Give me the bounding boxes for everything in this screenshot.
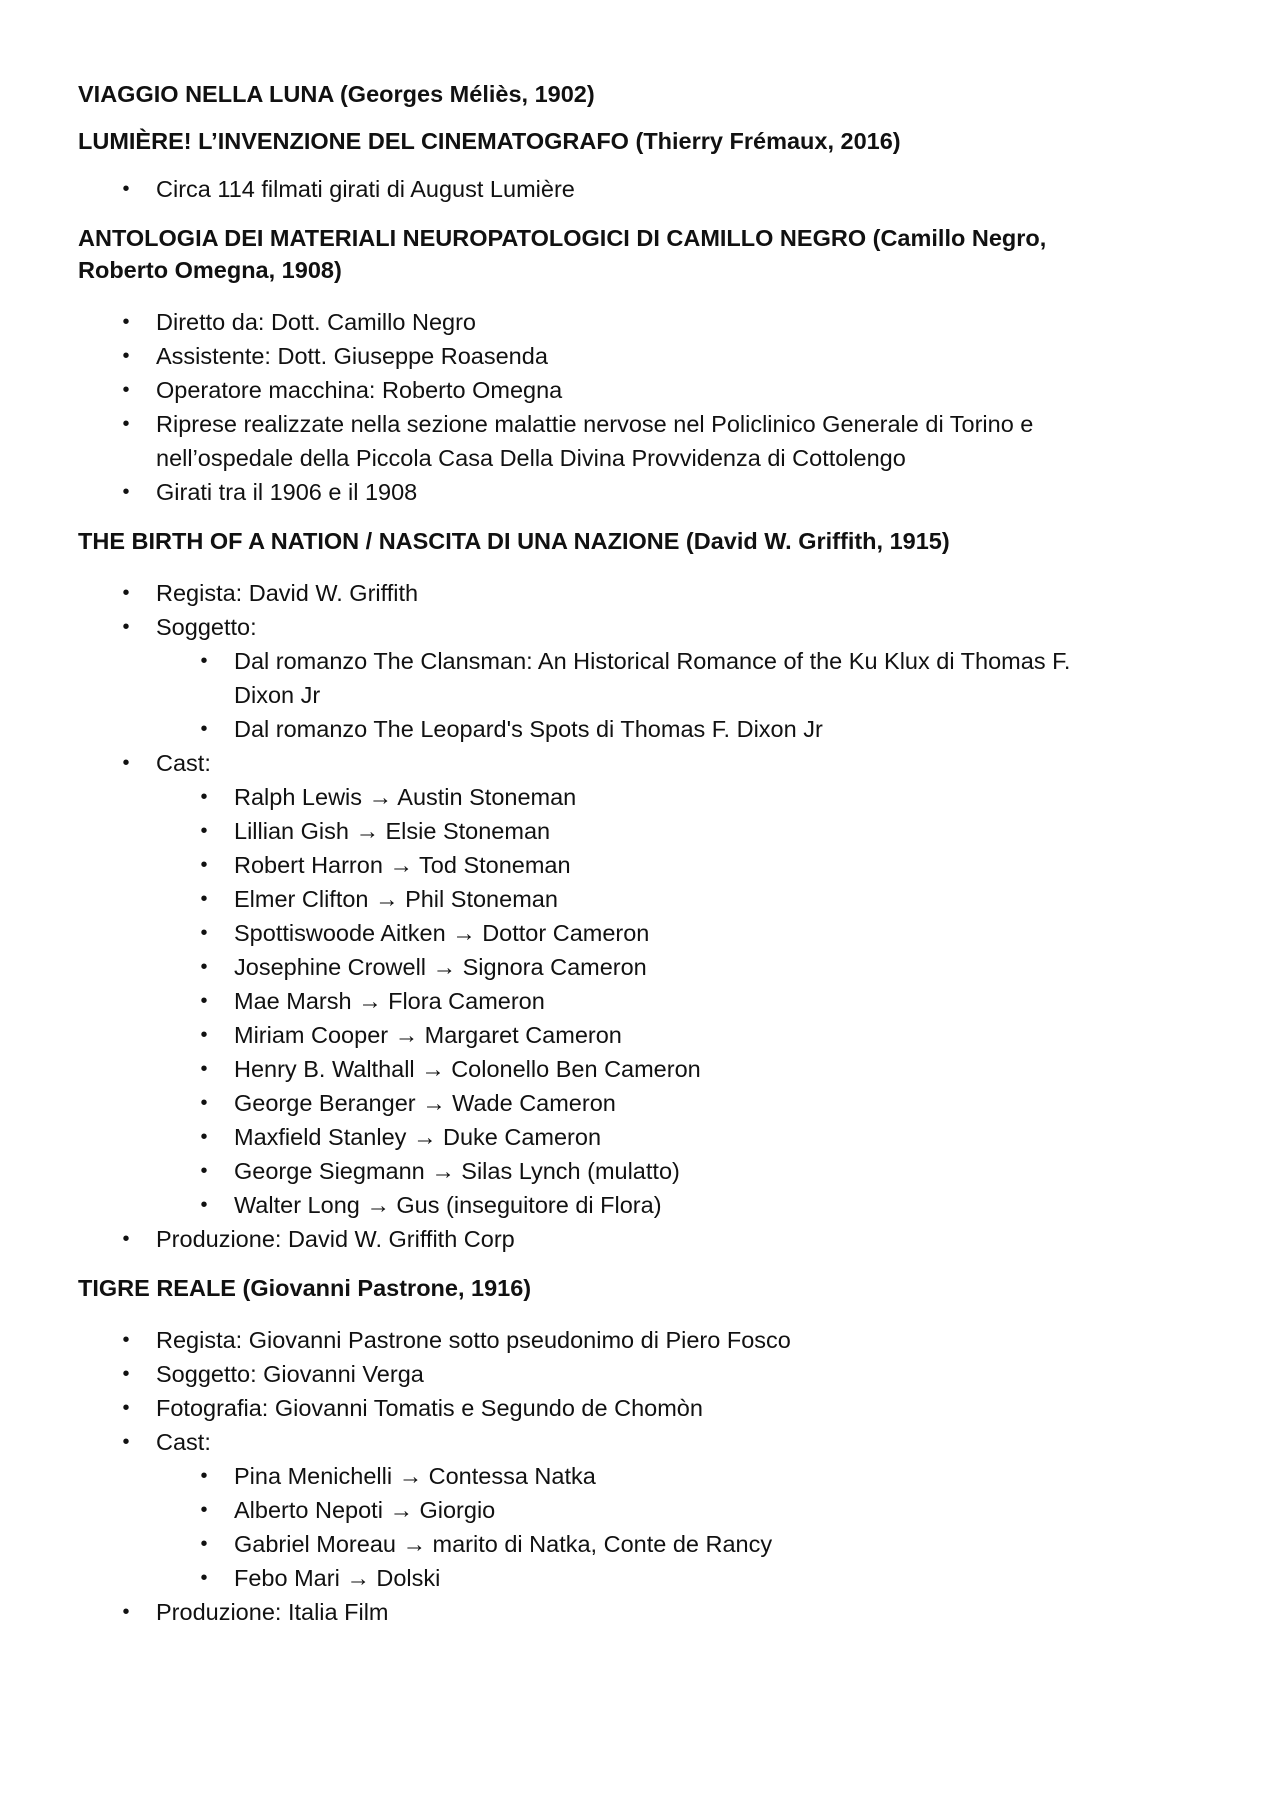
cast-item: • Mae Marsh → Flora Cameron xyxy=(156,984,1198,1018)
cast-item: • Lillian Gish → Elsie Stoneman xyxy=(156,814,1198,848)
bullet-icon: • xyxy=(200,854,208,876)
bullet-icon: • xyxy=(200,1465,208,1487)
bullet-icon: • xyxy=(200,1567,208,1589)
bullet-icon: • xyxy=(122,1397,130,1419)
bullet-icon: • xyxy=(200,820,208,842)
bullet-icon: • xyxy=(200,1092,208,1114)
bullet-icon: • xyxy=(200,1499,208,1521)
list-item: • Soggetto: • Dal romanzo The Clansman: An Historical Romance of the Ku Klux di Thomas F. Dixon Jr • Dal romanzo The Leopard's Spots di Thomas F. Dixon Jr xyxy=(78,610,1198,746)
list-item: • Riprese realizzate nella sezione malattie nervose nel Policlinico Generale di Torino e nell’ospedale della Piccola Casa Della Divina Provvidenza di Cottolengo xyxy=(78,407,1198,475)
cast-item: • Elmer Clifton → Phil Stoneman xyxy=(156,882,1198,916)
cast-item: • Maxfield Stanley → Duke Cameron xyxy=(156,1120,1198,1154)
nested-bullet-list xyxy=(156,780,1198,1222)
bullet-icon: • xyxy=(200,956,208,978)
bullet-icon: • xyxy=(200,1024,208,1046)
cast-item: • Robert Harron → Tod Stoneman xyxy=(156,848,1198,882)
bullet-icon: • xyxy=(122,752,130,774)
bullet-icon: • xyxy=(200,922,208,944)
cast-item: • George Beranger → Wade Cameron xyxy=(156,1086,1198,1120)
cast-item: • Walter Long → Gus (inseguitore di Flora) xyxy=(156,1188,1198,1222)
bullet-list xyxy=(78,305,1198,509)
document-page xyxy=(78,78,1198,1645)
bullet-icon: • xyxy=(200,1160,208,1182)
cast-item: • Ralph Lewis → Austin Stoneman xyxy=(156,780,1198,814)
bullet-icon: • xyxy=(122,1601,130,1623)
bullet-icon: • xyxy=(122,413,130,435)
bullet-icon: • xyxy=(122,178,130,200)
list-item: • Regista: Giovanni Pastrone sotto pseudonimo di Piero Fosco xyxy=(78,1323,1198,1357)
bullet-icon: • xyxy=(200,990,208,1012)
section-title-line: ANTOLOGIA DEI MATERIALI NEUROPATOLOGICI DI CAMILLO NEGRO (Camillo Negro, xyxy=(78,225,1047,251)
bullet-icon: • xyxy=(200,1533,208,1555)
list-item: • Produzione: Italia Film xyxy=(78,1595,1198,1629)
list-item: • Soggetto: Giovanni Verga xyxy=(78,1357,1198,1391)
section-title: THE BIRTH OF A NATION / NASCITA DI UNA NAZIONE (David W. Griffith, 1915) xyxy=(78,528,950,554)
nested-bullet-list xyxy=(156,1459,1198,1595)
section-title: LUMIÈRE! L’INVENZIONE DEL CINEMATOGRAFO (Thierry Frémaux, 2016) xyxy=(78,128,901,154)
section-title: TIGRE REALE (Giovanni Pastrone, 1916) xyxy=(78,1275,532,1301)
list-item: • Fotografia: Giovanni Tomatis e Segundo de Chomòn xyxy=(78,1391,1198,1425)
cast-item: • Josephine Crowell → Signora Cameron xyxy=(156,950,1198,984)
cast-item: • Henry B. Walthall → Colonello Ben Cameron xyxy=(156,1052,1198,1086)
cast-item: • Miriam Cooper → Margaret Cameron xyxy=(156,1018,1198,1052)
list-item: • Dal romanzo The Leopard's Spots di Thomas F. Dixon Jr xyxy=(156,712,1198,746)
bullet-icon: • xyxy=(200,786,208,808)
section-title: VIAGGIO NELLA LUNA (Georges Méliès, 1902) xyxy=(78,81,595,107)
bullet-icon: • xyxy=(200,1126,208,1148)
cast-item: • Febo Mari → Dolski xyxy=(156,1561,1198,1595)
cast-item: • Gabriel Moreau → marito di Natka, Conte de Rancy xyxy=(156,1527,1198,1561)
bullet-icon: • xyxy=(122,1363,130,1385)
bullet-icon: • xyxy=(122,1431,130,1453)
section-title-line: Roberto Omegna, 1908) xyxy=(78,257,342,283)
bullet-icon: • xyxy=(200,718,208,740)
bullet-icon: • xyxy=(200,1194,208,1216)
bullet-icon: • xyxy=(122,481,130,503)
bullet-icon: • xyxy=(122,1228,130,1250)
bullet-icon: • xyxy=(122,311,130,333)
bullet-icon: • xyxy=(122,1329,130,1351)
list-item: • Circa 114 filmati girati di August Lumière xyxy=(78,172,1198,206)
section-title xyxy=(78,222,1198,286)
cast-item: • Alberto Nepoti → Giorgio xyxy=(156,1493,1198,1527)
cast-item: • Spottiswoode Aitken → Dottor Cameron xyxy=(156,916,1198,950)
list-item: • Assistente: Dott. Giuseppe Roasenda xyxy=(78,339,1198,373)
list-item: • Regista: David W. Griffith xyxy=(78,576,1198,610)
bullet-list xyxy=(78,576,1198,1256)
bullet-icon: • xyxy=(200,1058,208,1080)
bullet-icon: • xyxy=(122,616,130,638)
bullet-icon: • xyxy=(122,582,130,604)
list-item: • Cast: • Ralph Lewis → Austin Stoneman • Lillian Gish → Elsie Stoneman • Robert Harron → Tod Stoneman • Elmer Clifton → Phil Stoneman • Spottiswoode Aitken → Dottor Cameron • Josephine Crowell → Signora Cameron • Mae Marsh → Flora Cameron • Miriam Cooper → Margaret Cameron • Henry B. Walthall → Colonello Ben Cameron • George Beranger → Wade Cameron • Maxfield Stanley → Duke Cameron • George Siegmann → Silas Lynch (mulatto) • Walter Long → Gus (inseguitore di Flora) xyxy=(78,746,1198,1222)
bullet-list xyxy=(78,1323,1198,1629)
bullet-icon: • xyxy=(200,888,208,910)
cast-item: • Pina Menichelli → Contessa Natka xyxy=(156,1459,1198,1493)
bullet-icon: • xyxy=(122,379,130,401)
bullet-icon: • xyxy=(200,650,208,672)
list-item: • Cast: • Pina Menichelli → Contessa Natka • Alberto Nepoti → Giorgio • Gabriel Moreau → marito di Natka, Conte de Rancy • Febo Mari → Dolski xyxy=(78,1425,1198,1595)
list-item: • Operatore macchina: Roberto Omegna xyxy=(78,373,1198,407)
list-item: • Dal romanzo The Clansman: An Historical Romance of the Ku Klux di Thomas F. Dixon Jr xyxy=(156,644,1198,712)
nested-bullet-list xyxy=(156,644,1198,746)
bullet-list xyxy=(78,172,1198,206)
list-item: • Girati tra il 1906 e il 1908 xyxy=(78,475,1198,509)
cast-item: • George Siegmann → Silas Lynch (mulatto) xyxy=(156,1154,1198,1188)
bullet-icon: • xyxy=(122,345,130,367)
list-item: • Diretto da: Dott. Camillo Negro xyxy=(78,305,1198,339)
list-item: • Produzione: David W. Griffith Corp xyxy=(78,1222,1198,1256)
